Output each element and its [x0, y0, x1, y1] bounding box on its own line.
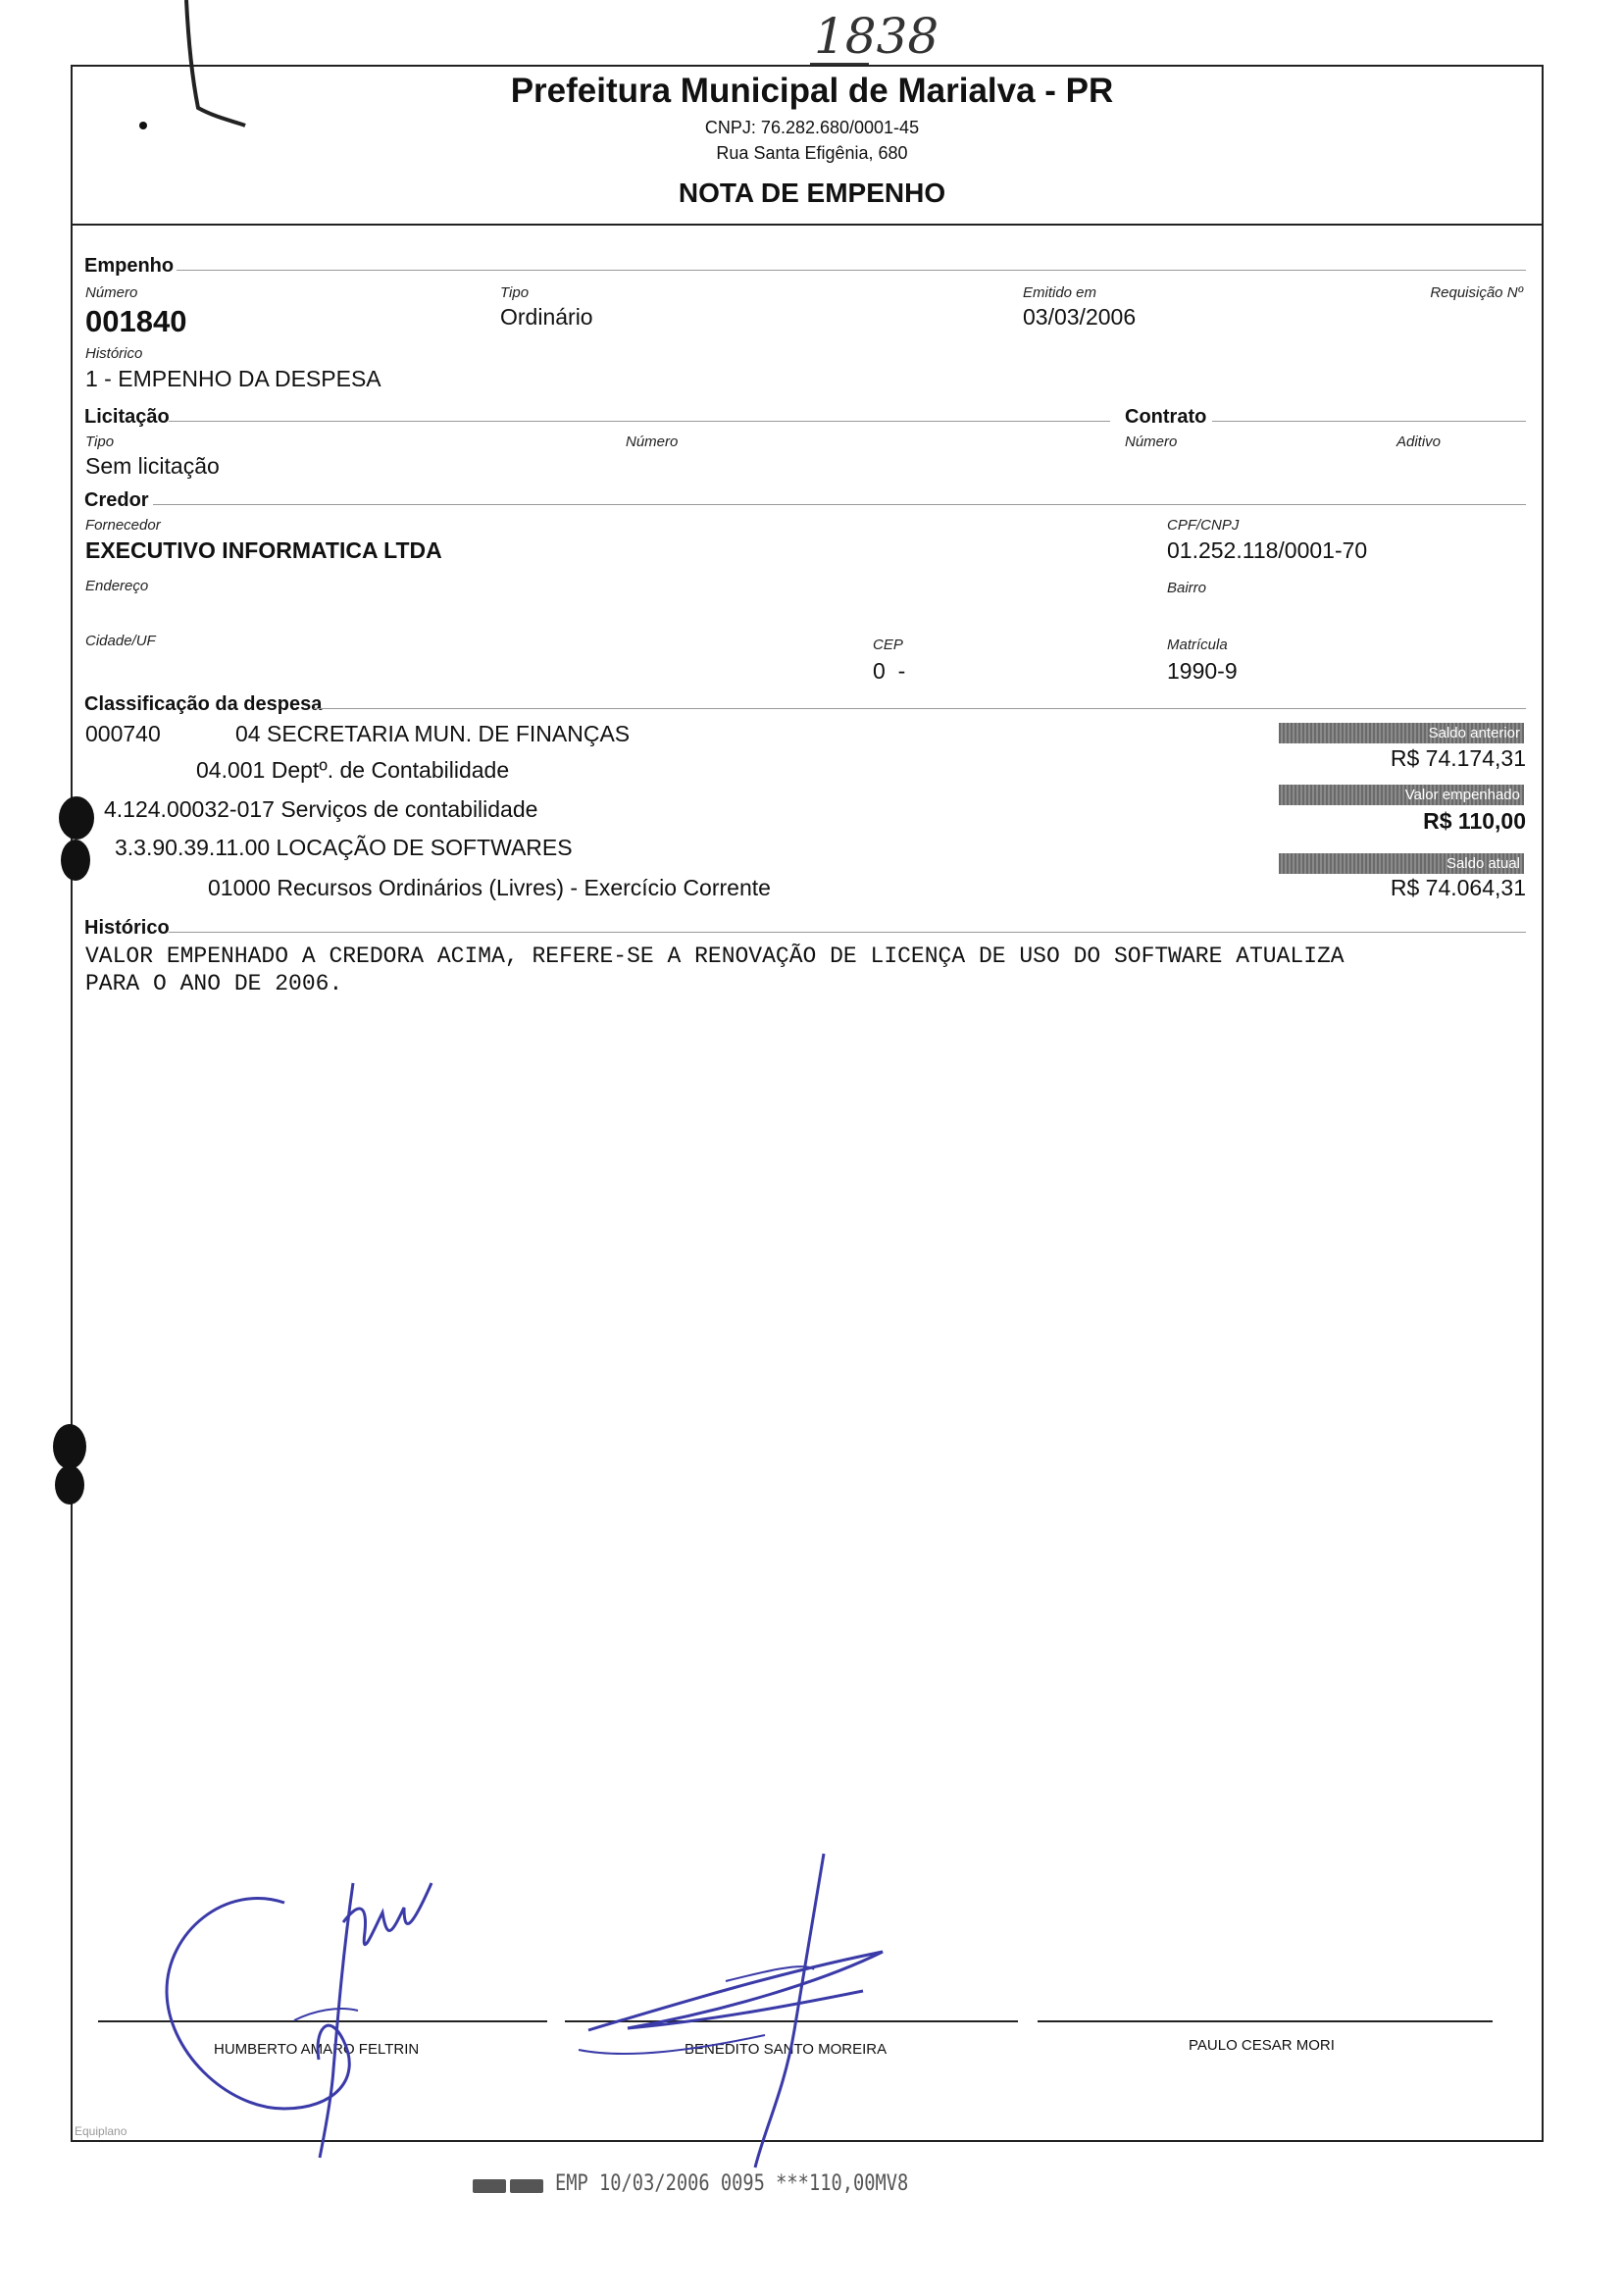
binder-mark-3: [53, 1424, 86, 1469]
signature-line-3: [1038, 2020, 1493, 2022]
licitacao-section-title: Licitação: [84, 406, 170, 428]
handwritten-signature-2: [569, 1854, 902, 2168]
credor-rule: [153, 504, 1526, 505]
bairro-label: Bairro: [1167, 580, 1207, 596]
licitacao-rule: [169, 421, 1110, 422]
classificacao-funcional: 4.124.00032-017 Serviços de contabilidade: [104, 796, 538, 822]
credor-section-title: Credor: [84, 489, 149, 511]
matricula-label: Matrícula: [1167, 637, 1228, 653]
licitacao-tipo-label: Tipo: [85, 434, 115, 450]
contrato-rule: [1212, 421, 1526, 422]
binder-mark-1: [59, 796, 94, 840]
cnpj-text: CNPJ: 76.282.680/0001-45: [704, 118, 920, 137]
cep-value: 0 -: [873, 658, 906, 684]
fornecedor-label: Fornecedor: [85, 517, 161, 534]
saldo-anterior-label: Saldo anterior: [1279, 723, 1524, 743]
document-title: NOTA DE EMPENHO: [678, 178, 946, 208]
cep-label: CEP: [873, 637, 903, 653]
classificacao-orgao: 04 SECRETARIA MUN. DE FINANÇAS: [235, 721, 631, 746]
stamp-logo-2: [510, 2179, 543, 2193]
requisicao-label: Requisição Nº: [1430, 284, 1523, 301]
cpf-cnpj-value: 01.252.118/0001-70: [1167, 537, 1368, 563]
classificacao-recurso: 01000 Recursos Ordinários (Livres) - Exercício Corrente: [208, 875, 771, 900]
footer-software-credit: Equiplano: [75, 2124, 127, 2138]
historico-rule: [169, 932, 1526, 933]
classificacao-unidade: 04.001 Deptº. de Contabilidade: [196, 757, 510, 783]
contrato-numero-label: Número: [1125, 434, 1178, 450]
licitacao-tipo: Sem licitação: [85, 453, 220, 479]
historico-line-1: VALOR EMPENHADO A CREDORA ACIMA, REFERE-SE A RENOVAÇÃO DE LICENÇA DE USO DO SOFTWARE ATUALIZA: [85, 944, 1345, 969]
saldo-anterior-value: R$ 74.174,31: [1390, 745, 1526, 771]
empenho-rule: [177, 270, 1526, 271]
handwritten-page-number: 1838: [814, 8, 939, 65]
empenho-historico: 1 - EMPENHO DA DESPESA: [85, 366, 381, 391]
saldo-atual-value: R$ 74.064,31: [1390, 875, 1526, 900]
endereco-label: Endereço: [85, 578, 149, 594]
empenho-numero-label: Número: [85, 284, 138, 301]
handwritten-signature-1: [147, 1863, 481, 2158]
signatory-1: HUMBERTO AMARO FELTRIN: [214, 2041, 420, 2058]
classificacao-rule: [314, 708, 1526, 709]
cpf-cnpj-label: CPF/CNPJ: [1167, 517, 1240, 534]
binder-mark-4: [55, 1465, 84, 1504]
fornecedor-name: EXECUTIVO INFORMATICA LTDA: [85, 537, 442, 563]
empenho-tipo-label: Tipo: [500, 284, 530, 301]
signatory-3: PAULO CESAR MORI: [1189, 2037, 1335, 2054]
mechanical-stamp: EMP 10/03/2006 0095 ***110,00MV8: [555, 2171, 909, 2196]
contrato-aditivo-label: Aditivo: [1396, 434, 1442, 450]
emitido-date: 03/03/2006: [1023, 304, 1137, 330]
valor-empenhado-label: Valor empenhado: [1279, 785, 1524, 805]
classificacao-code: 000740: [85, 721, 161, 746]
cidade-uf-label: Cidade/UF: [85, 633, 156, 649]
municipality-title: Prefeitura Municipal de Marialva - PR: [510, 72, 1114, 110]
empenho-numero: 001840: [85, 304, 187, 338]
valor-empenhado-value: R$ 110,00: [1423, 808, 1526, 834]
header-divider: [71, 224, 1542, 226]
emitido-label: Emitido em: [1023, 284, 1097, 301]
address-text: Rua Santa Efigênia, 680: [716, 143, 908, 163]
classificacao-elemento: 3.3.90.39.11.00 LOCAÇÃO DE SOFTWARES: [115, 835, 573, 860]
empenho-historico-label: Histórico: [85, 345, 143, 362]
historico-section-title: Histórico: [84, 917, 170, 939]
empenho-section-title: Empenho: [84, 255, 175, 277]
stamp-logo: [473, 2179, 506, 2193]
saldo-atual-label: Saldo atual: [1279, 853, 1524, 874]
binder-mark-2: [61, 840, 90, 881]
historico-line-2: PARA O ANO DE 2006.: [85, 971, 343, 996]
signatory-2: BENEDITO SANTO MOREIRA: [685, 2041, 888, 2058]
matricula-value: 1990-9: [1167, 658, 1238, 684]
empenho-tipo: Ordinário: [500, 304, 593, 330]
licitacao-numero-label: Número: [626, 434, 679, 450]
contrato-section-title: Contrato: [1125, 406, 1207, 428]
classificacao-section-title: Classificação da despesa: [84, 693, 323, 715]
